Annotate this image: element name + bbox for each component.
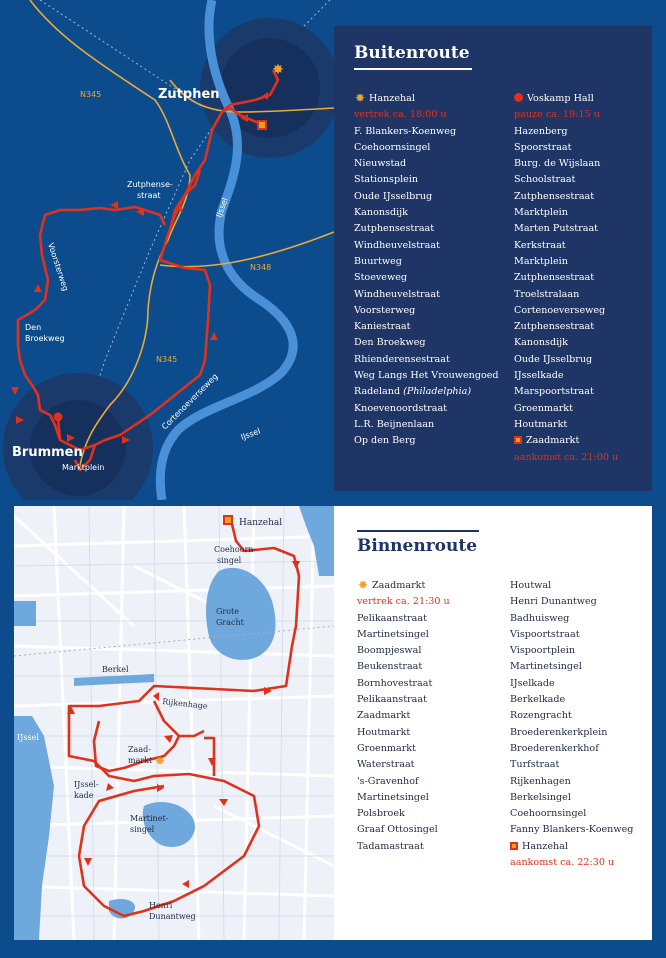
inner-col2-street-list <box>510 578 633 839</box>
grote-gracht-label-1: Grote <box>216 607 239 616</box>
hanzehal-star-icon: ✸ <box>272 62 284 78</box>
street-item: Marktplein <box>514 255 568 267</box>
street-item: Marten Putstraat <box>514 223 599 235</box>
street-item: Kanonsdijk <box>514 337 568 349</box>
inner-hanzehal-square-icon <box>224 516 232 524</box>
start-time: vertrek ca. 18:00 u <box>354 109 447 121</box>
street-item: Broederenkerkplein <box>510 726 608 738</box>
inner-end-time: aankomst ca. 22:30 u <box>510 857 615 869</box>
street-item: Turfstraat <box>510 759 560 771</box>
street-item: Houtmarkt <box>357 726 411 738</box>
inner-route-map <box>14 506 334 940</box>
street-item: Berkelsingel <box>510 791 571 803</box>
street-item: Badhuisweg <box>510 612 570 624</box>
martinetsingel-label-1: Martinet- <box>130 814 169 823</box>
street-item: Zaadmarkt <box>357 710 411 722</box>
street-item: Polsbroek <box>357 808 405 820</box>
end-square-icon <box>514 436 522 444</box>
martinetsingel-label-2: singel <box>130 825 155 834</box>
street-item: Nieuwstad <box>354 158 407 170</box>
street-item: Kerkstraat <box>514 239 566 251</box>
inner-zaadmarkt-star-icon: ✸ <box>154 754 166 768</box>
zaadmarkt-square-icon <box>258 121 266 129</box>
zutphensestraat-label-2: straat <box>137 191 161 200</box>
inner-route-title: Binnenroute <box>357 536 478 556</box>
street-item: Op den Berg <box>354 435 416 447</box>
street-item: Windheuvelstraat <box>354 288 440 300</box>
street-item: Tadamastraat <box>357 840 424 852</box>
berkel-label: Berkel <box>102 665 129 674</box>
street-item: Oude IJsselbrug <box>514 353 593 365</box>
street-item: Martinetsingel <box>357 791 429 803</box>
street-item: Martinetsingel <box>510 661 582 673</box>
inner-col1-street-list <box>357 611 450 855</box>
coehoorn-label-2: singel <box>217 556 242 565</box>
street-item: Henri Dunantweg <box>510 596 597 608</box>
marktplein-label: Marktplein <box>62 463 105 472</box>
street-item: Groenmarkt <box>357 742 416 754</box>
street-item: Martinetsingel <box>357 628 429 640</box>
street-item: 's-Gravenhof <box>357 775 419 787</box>
street-item: Zutphensestraat <box>354 223 435 235</box>
den-broekweg-label-1: Den <box>25 323 42 332</box>
inner-start-time: vertrek ca. 21:30 u <box>357 596 450 608</box>
street-item: Pelikaanstraat <box>357 694 427 706</box>
street-item: L.R. Beijnenlaan <box>354 418 435 430</box>
street-item: Rijkenhagen <box>510 775 571 787</box>
ijssel-label-top: IJssel <box>214 196 230 219</box>
n345-label-top: N345 <box>80 90 102 99</box>
den-broekweg-label-2: Broekweg <box>25 334 65 343</box>
street-item: Den Broekweg <box>354 337 426 349</box>
zutphensestraat-label-1: Zutphense- <box>127 180 173 189</box>
outer-route-column-1 <box>354 91 499 450</box>
outer-col1-street-list <box>354 124 499 385</box>
street-item: Schoolstraat <box>514 174 576 186</box>
street-item: Coehoornsingel <box>510 808 587 820</box>
street-item: Buurtweg <box>354 255 402 267</box>
outer-col1-street-list-end <box>354 401 499 450</box>
title-overline <box>357 530 479 532</box>
street-item: Houtwal <box>510 580 552 591</box>
street-item: Hazenberg <box>514 125 568 137</box>
street-item: IJsselkade <box>514 370 564 382</box>
inner-route-column-1 <box>357 578 450 855</box>
street-item: Weg Langs Het Vrouwengoed <box>354 370 499 382</box>
rijkenhage-label: Rijkenhage <box>161 697 209 711</box>
street-item: Vispoortstraat <box>510 628 580 640</box>
end-name: Zaadmarkt <box>526 435 580 447</box>
henri-dunantweg-label-2: Dunantweg <box>149 912 196 921</box>
street-item: Burg. de Wijslaan <box>514 158 601 170</box>
street-item: Zutphensestraat <box>514 190 595 202</box>
street-item: IJselkade <box>510 677 555 689</box>
grote-gracht-label-2: Gracht <box>216 618 244 627</box>
voskamp-dot-icon <box>54 413 63 422</box>
outer-route-column-2 <box>514 91 618 466</box>
pause-time: pauze ca. 19:15 u <box>514 109 600 121</box>
inner-start-star-icon: ✸ <box>357 578 369 592</box>
henri-dunantweg-label-1: Henri <box>149 901 173 910</box>
start-star-icon: ✸ <box>354 91 366 105</box>
street-item: Coehoornsingel <box>354 141 431 153</box>
street-item: Rozengracht <box>510 710 572 722</box>
zaadmarkt-label-1: Zaad- <box>128 745 151 754</box>
street-item: Groenmarkt <box>514 402 573 414</box>
street-item: Zutphensestraat <box>514 321 595 333</box>
pause-name: Voskamp Hall <box>527 93 594 104</box>
street-item: Troelstralaan <box>514 288 580 300</box>
street-item: Cortenoeverseweg <box>514 304 606 316</box>
ijssel-label-bottom: IJssel <box>239 426 262 442</box>
pause-dot-icon <box>514 93 523 102</box>
ijsselkade-label-2: kade <box>74 791 94 800</box>
inner-ijssel-label: IJssel <box>17 733 39 742</box>
street-item: Knoevenoordstraat <box>354 402 448 414</box>
end-time: aankomst ca. 21:00 u <box>514 451 619 463</box>
n348-label: N348 <box>250 263 272 272</box>
street-item: F. Blankers-Koenweg <box>354 125 457 137</box>
street-item: Broederenkerkhof <box>510 742 599 754</box>
street-item: Oude IJsselbrug <box>354 190 433 202</box>
ijsselkade-label-1: IJssel- <box>74 780 99 789</box>
outer-route-title: Buitenroute <box>354 43 470 63</box>
street-item: Pelikaanstraat <box>357 612 427 624</box>
street-item: Beukenstraat <box>357 661 423 673</box>
zutphen-label: Zutphen <box>158 87 220 102</box>
street-item: Windheuvelstraat <box>354 239 440 251</box>
outer-route-panel <box>334 26 652 491</box>
inner-end-name: Hanzehal <box>522 840 568 852</box>
street-item: Voorsterweg <box>354 304 416 316</box>
radeland-line: Radeland (Philadelphia) <box>354 386 472 398</box>
street-item: Graaf Ottosingel <box>357 824 438 836</box>
inner-route-column-2 <box>510 578 633 871</box>
street-item: Stoeveweg <box>354 272 408 284</box>
street-item: Berkelkade <box>510 694 566 706</box>
street-item: Rhienderensestraat <box>354 353 450 365</box>
street-item: Vispoortplein <box>510 645 576 657</box>
street-item: Waterstraat <box>357 759 415 771</box>
street-item: Zutphensestraat <box>514 272 595 284</box>
street-item: Kaniestraat <box>354 321 411 333</box>
street-item: Bornhovestraat <box>357 677 433 689</box>
street-item: Spoorstraat <box>514 141 572 153</box>
brummen-label: Brummen <box>12 445 83 460</box>
title-underline <box>354 68 472 70</box>
street-item: Marktplein <box>514 207 568 219</box>
street-item: Boompjeswal <box>357 645 422 657</box>
street-item: Marspoortstraat <box>514 386 594 398</box>
outer-col2-street-list <box>514 124 618 434</box>
street-item: Stationsplein <box>354 174 419 186</box>
inner-start-name: Zaadmarkt <box>372 580 426 591</box>
cortenoeverseweg-label: Cortenoeverseweg <box>160 371 220 432</box>
n345-label-bottom: N345 <box>156 355 178 364</box>
street-item: Houtmarkt <box>514 418 568 430</box>
inner-hanzehal-label: Hanzehal <box>239 518 283 528</box>
zaadmarkt-label-2: markt <box>128 756 153 765</box>
street-item: Kanonsdijk <box>354 207 408 219</box>
coehoorn-label-1: Coehoorn- <box>214 545 257 554</box>
inner-end-square-icon <box>510 842 518 850</box>
start-name: Hanzehal <box>369 93 415 104</box>
street-item: Fanny Blankers-Koenweg <box>510 824 634 836</box>
voorsterweg-label: Voorsterweg <box>46 241 71 293</box>
